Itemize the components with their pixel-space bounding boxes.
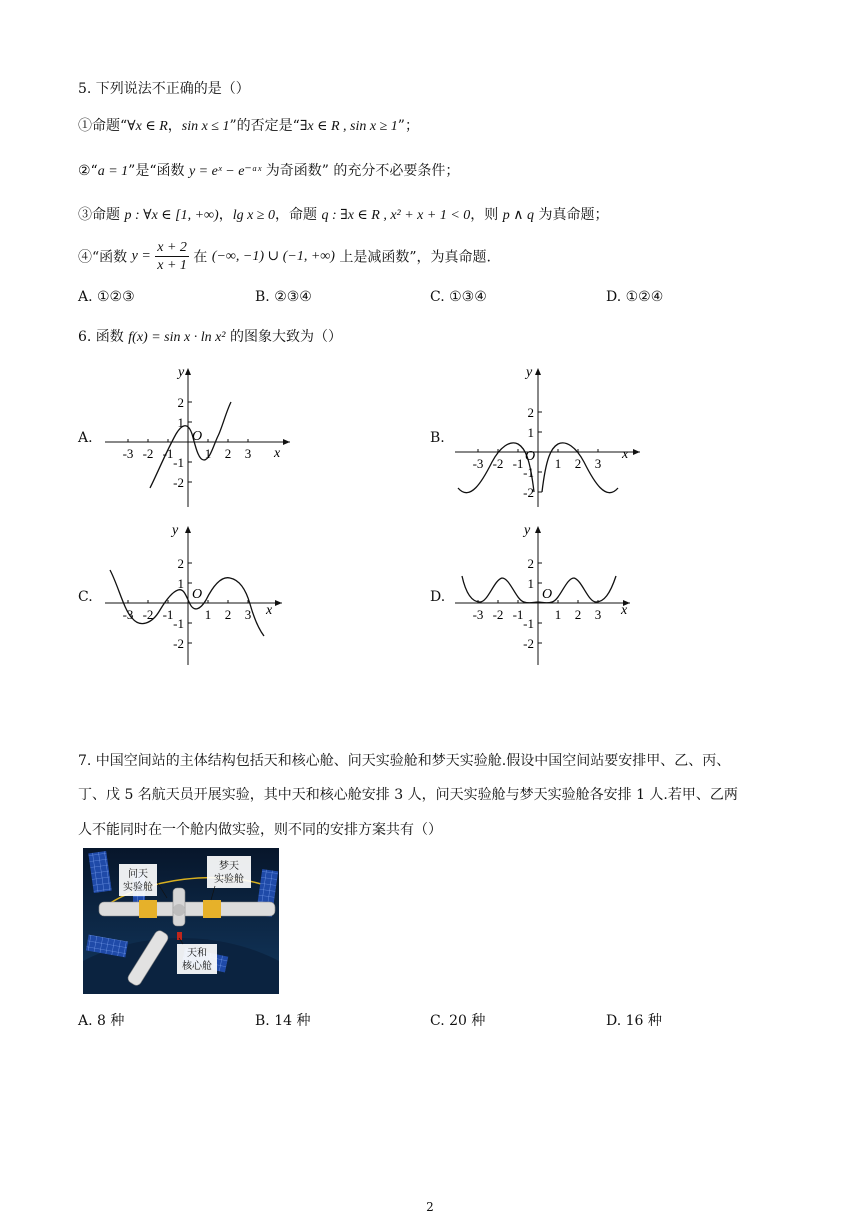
graph-c-y-tick-label: 1: [177, 576, 184, 591]
graph-d: [450, 520, 645, 670]
q7-option-c: C. 20 种: [430, 1013, 486, 1029]
graph-b: [450, 362, 645, 512]
q7-line-3: 人不能同时在一个舱内做实验，则不同的安排方案共有（）: [78, 822, 442, 838]
label-mengtian-1: 梦天: [219, 861, 239, 872]
label-mengtian-2: 实验舱: [214, 874, 244, 885]
graph-d-y-tick-label: -1: [523, 616, 534, 631]
graph-b-y-label: y: [526, 365, 533, 380]
graph-c-x-tick-label: -3: [122, 607, 134, 622]
graph-d-y-tick-label: 1: [527, 576, 534, 591]
graph-a-x-tick-label: 3: [244, 446, 252, 461]
q7-option-b: B. 14 种: [255, 1013, 311, 1029]
page-number: 2: [426, 1200, 434, 1214]
q5-statement-3: ③命题 p : ∀x ∈ [1, +∞)，lg x ≥ 0，命题 q : ∃x ∈ R , x² + x + 1 < 0，则 p ∧ q 为真命题；: [78, 207, 609, 223]
graph-a-x-tick-label: 1: [204, 446, 212, 461]
graph-c-x-tick-label: 2: [224, 607, 232, 622]
graph-b-x-tick-label: -3: [472, 456, 484, 471]
q7-option-a: A. 8 种: [78, 1013, 125, 1029]
q5-stem: 5. 下列说法不正确的是（）: [78, 81, 250, 97]
graph-d-x-label: x: [621, 603, 628, 618]
q5-option-a: A. ①②③: [78, 289, 135, 305]
graph-b-y-tick-label: -1: [523, 465, 534, 480]
fraction: $\frac{x + 2}{x + 1}$: [157, 240, 187, 273]
graph-b-y-tick-label: 2: [527, 405, 534, 420]
graph-c-x-tick-label: -1: [162, 607, 174, 622]
graph-c-origin: O: [192, 587, 203, 602]
q7-option-d: D. 16 种: [606, 1013, 662, 1029]
graph-c-y-label: y: [172, 523, 179, 538]
graph-a-x-tick-label: -3: [122, 446, 134, 461]
graph-c-y-tick-label: -1: [173, 616, 184, 631]
graph-b-y-tick-label: -2: [523, 485, 534, 500]
graph-d-x-tick-label: 3: [594, 607, 602, 622]
graph-d-y-tick-label: 2: [527, 556, 534, 571]
graph-a-y-tick-label: 2: [177, 395, 184, 410]
graph-d-origin: O: [542, 587, 553, 602]
graph-c: [100, 520, 295, 670]
graph-c-y-tick-label: -2: [173, 636, 184, 651]
graph-b-x-tick-label: -1: [512, 456, 524, 471]
label-tianhe-2: 核心舱: [182, 961, 212, 972]
q5-option-d: D. ①②④: [606, 289, 664, 305]
q5-statement-1: ①命题“∀x ∈ R，sin x ≤ 1”的否定是“∃x ∈ R , sin x ≥ 1”；: [78, 118, 419, 134]
q5-statement-2: ②“a = 1”是“函数 y = eˣ − e⁻ᵃˣ 为奇函数” 的充分不必要条件；: [78, 163, 460, 179]
graph-b-y-tick-label: 1: [527, 425, 534, 440]
space-station-image: [83, 848, 279, 994]
graph-d-y-tick-label: -2: [523, 636, 534, 651]
graph-d-curve: [462, 576, 616, 603]
q7-line-2: 丁、戊 5 名航天员开展实验，其中天和核心舱安排 3 人，问天实验舱与梦天实验舱各安排 1 人.若甲、乙两: [78, 787, 738, 803]
graph-a-y-tick-label: -1: [173, 455, 184, 470]
graph-b-x-tick-label: -2: [492, 456, 504, 471]
q6-stem: 6. 函数 f(x) = sin x · ln x² 的图象大致为（）: [78, 329, 342, 345]
graph-a-x-tick-label: -1: [162, 446, 174, 461]
graph-c-x-label: x: [266, 603, 273, 618]
graph-c-y-tick-label: 2: [177, 556, 184, 571]
q5-option-c: C. ①③④: [430, 289, 487, 305]
graph-c-x-tick-label: 3: [244, 607, 252, 622]
graph-c-label: C.: [78, 589, 93, 605]
graph-a-label: A.: [78, 430, 93, 446]
label-tianhe-1: 天和: [187, 948, 207, 959]
graph-d-x-tick-label: -2: [492, 607, 504, 622]
graph-a-curve: [150, 402, 231, 488]
graph-b-x-tick-label: 1: [554, 456, 562, 471]
graph-d-x-tick-label: 2: [574, 607, 582, 622]
graph-a-x-tick-label: -2: [142, 446, 154, 461]
label-wentian-2: 实验舱: [123, 882, 153, 893]
graph-d-x-tick-label: -3: [472, 607, 484, 622]
graph-b-x-tick-label: 3: [594, 456, 602, 471]
graph-b-label: B.: [430, 430, 445, 446]
graph-b-x-tick-label: 2: [574, 456, 582, 471]
graph-d-x-tick-label: -1: [512, 607, 524, 622]
graph-a-y-label: y: [178, 365, 185, 380]
graph-d-label: D.: [430, 589, 446, 605]
graph-a-y-tick-label: -2: [173, 475, 184, 490]
q7-line-1: 7. 中国空间站的主体结构包括天和核心舱、问天实验舱和梦天实验舱.假设中国空间站要安排甲、乙、丙、: [78, 753, 731, 769]
graph-d-x-tick-label: 1: [554, 607, 562, 622]
graph-b-x-label: x: [622, 447, 629, 462]
graph-a-origin: O: [192, 429, 203, 444]
graph-a-y-tick-label: 1: [177, 415, 184, 430]
graph-b-origin: O: [525, 449, 536, 464]
graph-a-x-tick-label: 2: [224, 446, 232, 461]
graph-d-y-label: y: [524, 523, 531, 538]
graph-a: [100, 362, 295, 512]
q5-statement-4: ④“函数 y = $\frac{x + 2}{x + 1}$ 在 (−∞, −1) ∪ (−1, +∞) 上是减函数”，为真命题.: [78, 240, 492, 273]
graph-a-x-label: x: [274, 446, 281, 461]
graph-c-x-tick-label: 1: [204, 607, 212, 622]
label-wentian-1: 问天: [128, 869, 148, 880]
graph-c-x-tick-label: -2: [142, 607, 154, 622]
q5-option-b: B. ②③④: [255, 289, 312, 305]
